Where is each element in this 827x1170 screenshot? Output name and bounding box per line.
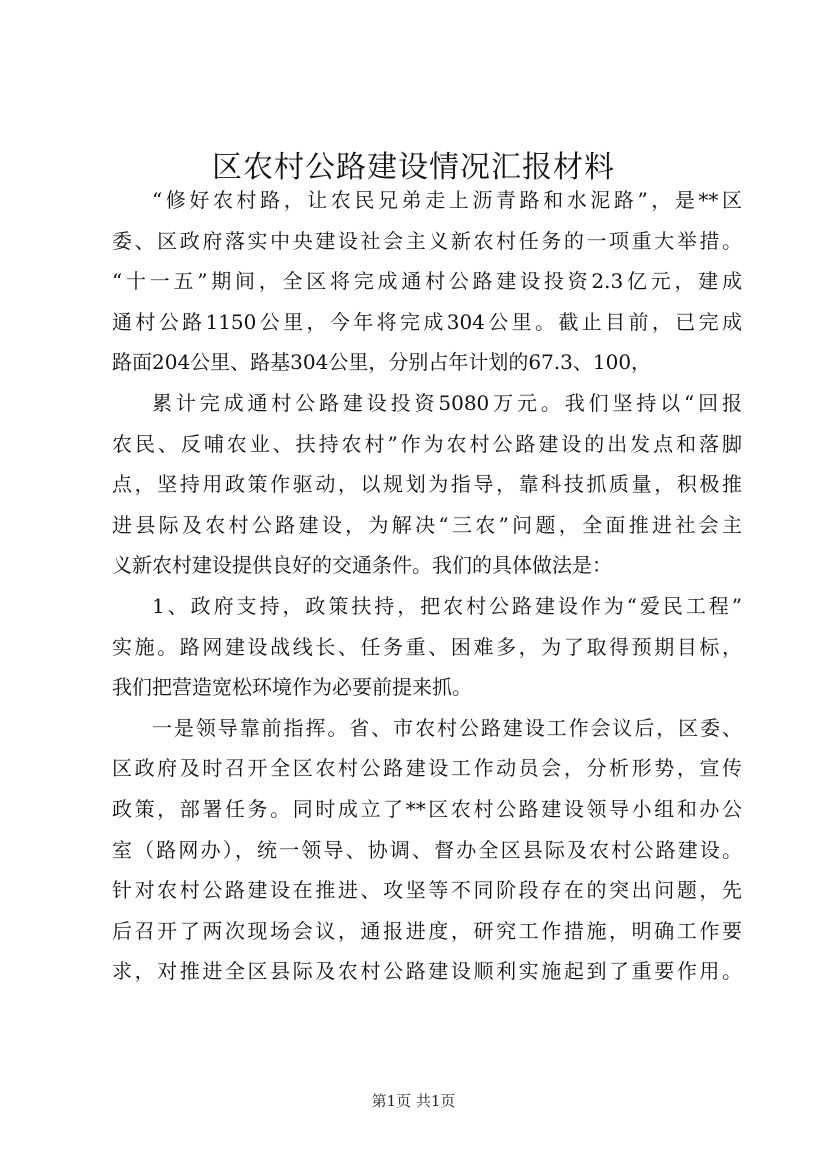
- paragraph-line: 义新农村建设提供良好的交通条件。我们的具体做法是：: [112, 553, 612, 578]
- page-number-footer: 第1页 共1页: [371, 1092, 456, 1110]
- paragraph-line: 通村公路1150公里，今年将完成304公里。截止目前，已完成: [112, 309, 742, 334]
- paragraph-line: 针对农村公路建设在推进、攻坚等不同阶段存在的突出问题，先: [112, 878, 742, 903]
- paragraph-line: 农民、反哺农业、扶持农村”作为农村公路建设的出发点和落脚: [112, 431, 742, 456]
- paragraph-line: 委、区政府落实中央建设社会主义新农村任务的一项重大举措。: [112, 228, 742, 253]
- paragraph-line: 求，对推进全区县际及农村公路建设顺利实施起到了重要作用。: [112, 959, 742, 984]
- paragraph-line: “十一五”期间，全区将完成通村公路建设投资2.3亿元，建成: [112, 269, 742, 294]
- paragraph-line: “修好农村路，让农民兄弟走上沥青路和水泥路”，是**区: [152, 188, 742, 212]
- paragraph-line: 累计完成通村公路建设投资5080万元。我们坚持以“回报: [152, 390, 742, 415]
- paragraph-line: 后召开了两次现场会议，通报进度，研究工作措施，明确工作要: [112, 918, 742, 943]
- paragraph-line: 路面204公里、路基304公里，分别占年计划的67.3、100，: [112, 350, 652, 375]
- paragraph-line: 实施。路网建设战线长、任务重、困难多，为了取得预期目标，: [112, 634, 742, 659]
- paragraph-line: 1、政府支持，政策扶持，把农村公路建设作为“爱民工程”: [152, 593, 742, 618]
- document-body: [112, 180, 742, 992]
- paragraph-line: 进县际及农村公路建设，为解决“三农”问题，全面推进社会主: [112, 512, 742, 537]
- paragraph-line: 我们把营造宽松环境作为必要前提来抓。: [112, 675, 472, 700]
- paragraph-line: 政策，部署任务。同时成立了**区农村公路建设领导小组和办公: [112, 796, 742, 821]
- document-title: 区农村公路建设情况汇报材料: [212, 150, 615, 185]
- paragraph-line: 一是领导靠前指挥。省、市农村公路建设工作会议后，区委、: [152, 715, 742, 740]
- paragraph-line: 点，坚持用政策作驱动，以规划为指导，靠科技抓质量，积极推: [112, 472, 742, 497]
- paragraph-line: 区政府及时召开全区农村公路建设工作动员会，分析形势，宣传: [112, 756, 742, 781]
- paragraph-line: 室（路网办），统一领导、协调、督办全区县际及农村公路建设。: [112, 837, 742, 862]
